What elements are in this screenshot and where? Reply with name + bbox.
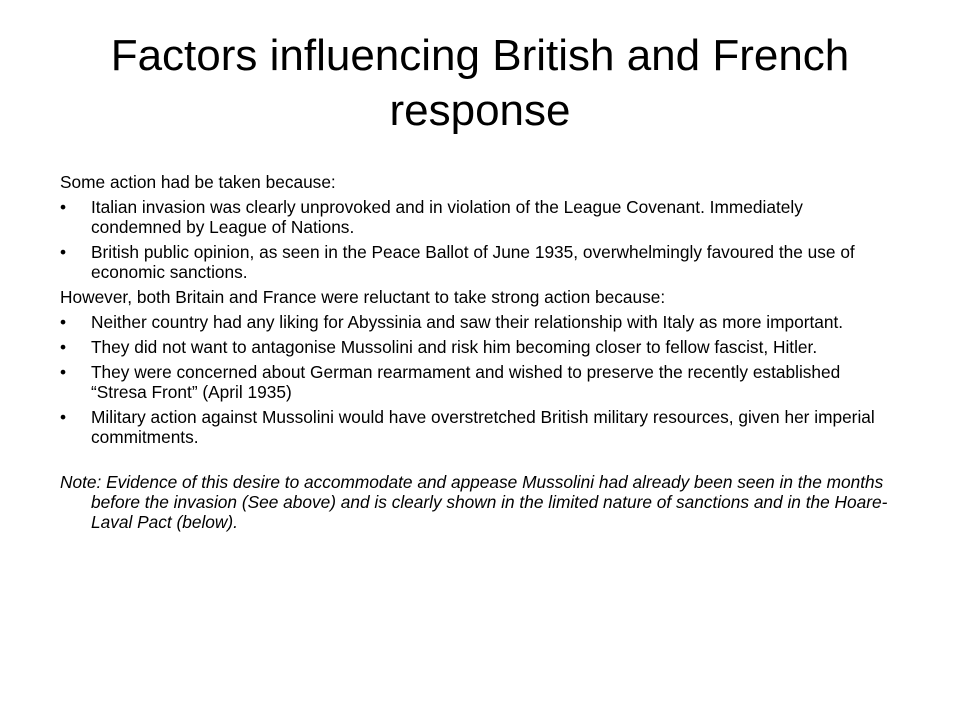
bullet-marker: • — [60, 242, 67, 262]
bullet-marker: • — [60, 407, 67, 427]
slide-title: Factors influencing British and French response — [110, 31, 850, 135]
slide-body — [60, 172, 890, 532]
bullet-item — [60, 197, 890, 237]
bullet-marker: • — [60, 197, 67, 217]
bullet-item — [60, 362, 890, 402]
bullet-text: Military action against Mussolini would have overstretched British military resources, given her imperial commitments. — [91, 407, 875, 447]
bullet-item — [60, 337, 890, 357]
spacer — [60, 452, 890, 472]
bullet-text: Neither country had any liking for Abyssinia and saw their relationship with Italy as more important. — [91, 312, 844, 332]
bullet-marker: • — [60, 362, 67, 382]
bullet-item — [60, 242, 890, 282]
bullet-marker: • — [60, 337, 67, 357]
bullet-marker: • — [60, 312, 67, 332]
note-paragraph: Note: Evidence of this desire to accommodate and appease Mussolini had already been seen in the months before the invasion (See above) and is clearly shown in the limited nature of sanctions and in the Hoare-Laval Pact (below). — [60, 472, 888, 532]
bullet-item — [60, 407, 890, 447]
bullet-text: British public opinion, as seen in the Peace Ballot of June 1935, overwhelmingly favoured the use of economic sanctions. — [91, 242, 855, 282]
bullet-text: They were concerned about German rearmament and wished to preserve the recently established “Stresa Front” (April 1935) — [91, 362, 841, 402]
bullet-text: They did not want to antagonise Mussolini and risk him becoming closer to fellow fascist, Hitler. — [91, 337, 818, 357]
bullet-text: Italian invasion was clearly unprovoked and in violation of the League Covenant. Immediately condemned by League of Nations. — [91, 197, 803, 237]
bullet-item — [60, 312, 890, 332]
intro-paragraph-2: However, both Britain and France were reluctant to take strong action because: — [60, 287, 666, 307]
intro-paragraph-1: Some action had be taken because: — [60, 172, 336, 192]
